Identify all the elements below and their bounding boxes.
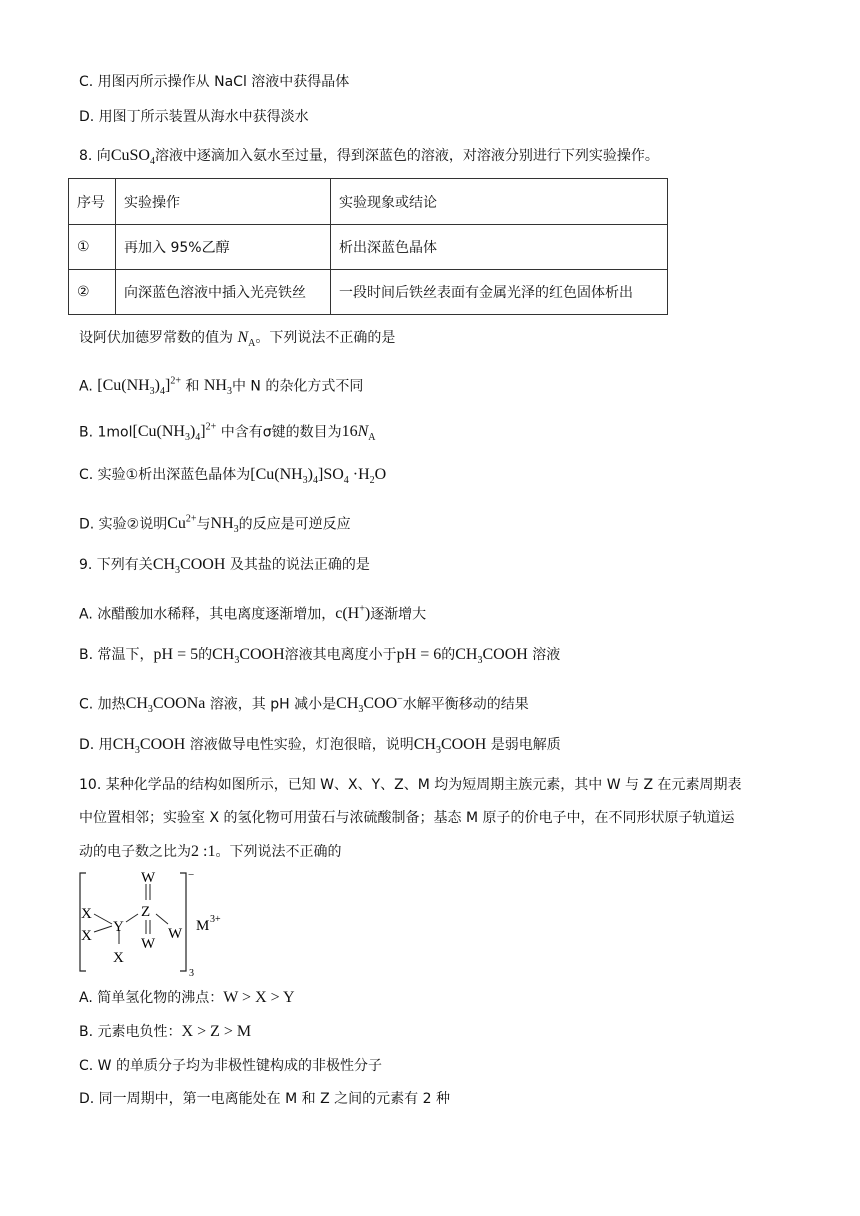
q8-option-a: A. $[Cu(NH_3)_4]^{2+}$ 和 $NH_3$中 N 的杂化方式不同: [79, 376, 364, 398]
atom-label: Y: [113, 919, 124, 935]
atom-label: W: [141, 870, 156, 886]
table-cell: 向深蓝色溶液中插入光亮铁丝: [116, 270, 331, 315]
q9-option-d: D. 用$CH_3COOH$ 溶液做导电性实验，灯泡很暗，说明$CH_3COOH$ 是弱电解质: [79, 736, 561, 757]
atom-label: X: [81, 928, 92, 944]
bracket-count: 3: [189, 968, 194, 978]
atom-label: X: [113, 950, 124, 966]
q10-option-d: D. 同一周期中，第一电离能处在 M 和 Z 之间的元素有 2 种: [79, 1091, 450, 1107]
atom-label: W: [168, 926, 183, 942]
q10-stem-line-2: 中位置相邻；实验室 X 的氢化物可用萤石与浓硫酸制备；基态 M 原子的价电子中，在不同形状原子轨道运: [79, 810, 735, 826]
q8-option-b: B. $1mol[Cu(NH_3)_4]^{2+}$ 中含有σ键的数目为$16N_A$: [79, 422, 376, 444]
table-cell: 一段时间后铁丝表面有金属光泽的红色固体析出: [331, 270, 668, 315]
q10-option-c: C. W 的单质分子均为非极性键构成的非极性分子: [79, 1058, 382, 1074]
q7-option-d: D. 用图丁所示装置从海水中获得淡水: [79, 109, 309, 125]
q9-option-b: B. 常温下，pH = 5的$CH_3COOH$溶液其电离度小于pH = 6的$CH_3COOH$ 溶液: [79, 646, 561, 667]
q9-option-c: C. 加热$CH_3COONa$ 溶液，其 pH 减小是$CH_3COO^-$水解平衡移动的结果: [79, 694, 529, 716]
bond-line: [94, 914, 112, 924]
table-row: [69, 270, 668, 315]
q8-option-c: C. 实验①析出深蓝色晶体为$[Cu(NH_3)_4]SO_4 \cdot H_2O$: [79, 466, 387, 487]
bond-line: [156, 914, 168, 924]
table-cell: ②: [69, 270, 116, 315]
table-row: [69, 225, 668, 270]
q8-avogadro: 设阿伏加德罗常数的值为 $N_A$。下列说法不正确的是: [79, 329, 396, 350]
right-bracket: [180, 873, 186, 971]
molecular-structure-diagram: [76, 868, 236, 978]
q9-stem: 9. 下列有关$CH_3COOH$ 及其盐的说法正确的是: [79, 556, 370, 577]
left-bracket: [80, 873, 86, 971]
q7-option-c: C. 用图丙所示操作从 NaCl 溶液中获得晶体: [79, 74, 350, 90]
table-header-cell: 实验现象或结论: [331, 179, 668, 225]
table-cell: 析出深蓝色晶体: [331, 225, 668, 270]
experiment-table: [68, 178, 668, 315]
cation-symbol: M: [196, 918, 210, 934]
atom-label: W: [141, 936, 156, 952]
q10-stem-line-1: 10. 某种化学品的结构如图所示，已知 W、X、Y、Z、M 均为短周期主族元素，其中 W 与 Z 在元素周期表: [79, 777, 742, 793]
q10-stem-line-3: 动的电子数之比为2 :1。下列说法不正确的: [79, 843, 342, 860]
table-header-cell: 实验操作: [116, 179, 331, 225]
q10-option-b: B. 元素电负性：X > Z > M: [79, 1023, 252, 1040]
table-cell: 再加入 95%乙醇: [116, 225, 331, 270]
bracket-charge: −: [188, 869, 195, 881]
table-cell: ①: [69, 225, 116, 270]
cation-charge: 3+: [210, 914, 221, 925]
table-header-cell: 序号: [69, 179, 116, 225]
q9-option-a: A. 冰醋酸加水稀释，其电离度逐渐增加，c(H+)逐渐增大: [79, 604, 427, 623]
atom-label: X: [81, 906, 92, 922]
q8-stem: 8. 向CuSO$_4$溶液中逐滴加入氨水至过量，得到深蓝色的溶液，对溶液分别进行下列实验操作。: [79, 147, 659, 168]
atom-label: Z: [141, 904, 151, 920]
table-header-row: [69, 179, 668, 225]
q10-option-a: A. 简单氢化物的沸点：W > X > Y: [79, 989, 295, 1006]
q8-option-d: D. 实验②说明$Cu^{2+}$与$NH_3$的反应是可逆反应: [79, 514, 351, 536]
bond-line: [94, 926, 112, 932]
bond-line: [126, 914, 138, 922]
